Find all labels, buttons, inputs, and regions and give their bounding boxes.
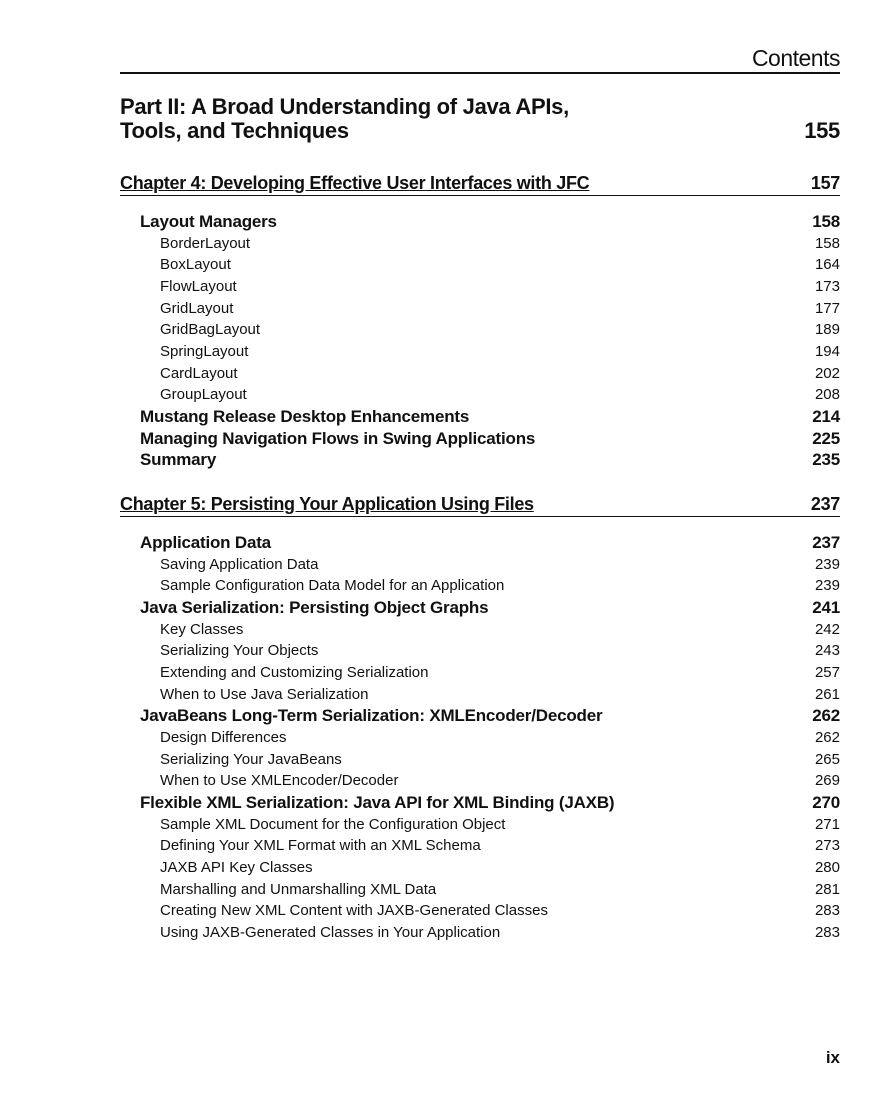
- chapter-4-entries: [120, 211, 840, 471]
- toc-entry-page: 261: [814, 685, 840, 703]
- toc-entry-page: 208: [814, 386, 840, 404]
- toc-entry-title: Saving Application Data: [160, 555, 319, 573]
- toc-entry-title: Java Serialization: Persisting Object Graphs: [140, 598, 489, 618]
- toc-entry-title: Serializing Your Objects: [160, 642, 319, 660]
- toc-subsection[interactable]: [120, 575, 840, 597]
- toc-subsection[interactable]: [120, 254, 840, 276]
- toc-subsection[interactable]: [120, 276, 840, 298]
- part-heading[interactable]: [120, 95, 840, 143]
- toc-entry-page: 158: [814, 234, 840, 252]
- toc-subsection[interactable]: [120, 319, 840, 341]
- toc-entry-page: 225: [812, 428, 840, 448]
- toc-section[interactable]: [120, 449, 840, 471]
- toc-subsection[interactable]: [120, 749, 840, 771]
- toc-entry-title: Flexible XML Serialization: Java API for XML Binding (JAXB): [140, 793, 615, 813]
- toc-entry-title: Key Classes: [160, 620, 244, 638]
- toc-subsection[interactable]: [120, 233, 840, 255]
- toc-entry-title: Marshalling and Unmarshalling XML Data: [160, 880, 437, 898]
- running-head: Contents: [751, 45, 840, 71]
- toc-subsection[interactable]: [120, 384, 840, 406]
- toc-entry-page: 239: [814, 555, 840, 573]
- toc-entry-page: 281: [814, 880, 840, 898]
- toc-entry-page: 262: [814, 729, 840, 747]
- toc-entry-page: 265: [814, 750, 840, 768]
- chapter-title: Chapter 5: Persisting Your Application Using Files: [120, 494, 534, 514]
- header-rule: [120, 72, 840, 74]
- toc-subsection[interactable]: [120, 298, 840, 320]
- toc-entry-title: Creating New XML Content with JAXB-Generated Classes: [160, 902, 548, 920]
- toc-entry-page: 262: [812, 706, 840, 726]
- toc-subsection[interactable]: [120, 814, 840, 836]
- toc-entry-page: 177: [814, 299, 840, 317]
- toc-entry-title: Serializing Your JavaBeans: [160, 750, 342, 768]
- toc-entry-page: 237: [812, 533, 840, 552]
- toc-subsection[interactable]: [120, 662, 840, 684]
- toc-subsection[interactable]: [120, 363, 840, 385]
- toc-section[interactable]: [120, 705, 840, 727]
- toc-entry-title: Sample Configuration Data Model for an Application: [160, 577, 505, 595]
- toc-entry-page: 257: [814, 664, 840, 682]
- toc-section[interactable]: [120, 406, 840, 428]
- toc-section[interactable]: [120, 211, 840, 233]
- toc-subsection[interactable]: [120, 879, 840, 901]
- toc-subsection[interactable]: [120, 922, 840, 944]
- chapter-5-entries: [120, 532, 840, 944]
- chapter-page: 157: [810, 173, 840, 193]
- toc-entry-title: Layout Managers: [140, 212, 277, 231]
- toc-entry-title: Using JAXB-Generated Classes in Your Application: [160, 924, 501, 942]
- toc-section[interactable]: [120, 597, 840, 619]
- toc-subsection[interactable]: [120, 554, 840, 576]
- toc-subsection[interactable]: [120, 857, 840, 879]
- toc-entry-title: Design Differences: [160, 729, 287, 747]
- toc-entry-title: Managing Navigation Flows in Swing Applications: [140, 428, 536, 448]
- toc-entry-page: 189: [814, 321, 840, 339]
- toc-entry-title: Sample XML Document for the Configuration Object: [160, 815, 506, 833]
- toc-entry-title: Extending and Customizing Serialization: [160, 664, 429, 682]
- page-number: ix: [825, 1048, 840, 1067]
- toc-entry-page: 158: [812, 212, 840, 231]
- toc-entry-title: FlowLayout: [160, 278, 237, 296]
- toc-entry-title: Summary: [140, 450, 217, 470]
- chapter-4-heading[interactable]: [120, 173, 840, 196]
- toc-entry-page: 283: [814, 924, 840, 942]
- toc-entry-page: 280: [814, 859, 840, 877]
- toc-subsection[interactable]: [120, 619, 840, 641]
- toc-subsection[interactable]: [120, 341, 840, 363]
- toc-entry-title: SpringLayout: [160, 343, 249, 361]
- part-page: 155: [804, 118, 840, 143]
- toc-entry-title: Defining Your XML Format with an XML Schema: [160, 837, 481, 855]
- toc-section[interactable]: [120, 792, 840, 814]
- toc-entry-page: 269: [814, 772, 840, 790]
- toc-entry-title: Application Data: [140, 533, 271, 552]
- toc-entry-page: 235: [812, 450, 840, 470]
- toc-subsection[interactable]: [120, 684, 840, 706]
- chapter-5-heading[interactable]: [120, 494, 840, 517]
- toc-entry-title: BoxLayout: [160, 256, 231, 274]
- toc-entry-page: 173: [814, 278, 840, 296]
- toc-subsection[interactable]: [120, 835, 840, 857]
- toc-entry-page: 241: [812, 598, 840, 618]
- toc-entry-page: 214: [812, 407, 840, 427]
- toc-entry-page: 273: [814, 837, 840, 855]
- toc-subsection[interactable]: [120, 640, 840, 662]
- toc-subsection[interactable]: [120, 900, 840, 922]
- toc-entry-page: 202: [814, 364, 840, 382]
- toc-entry-title: When to Use Java Serialization: [160, 685, 369, 703]
- toc-entry-page: 242: [814, 620, 840, 638]
- part-title-line2: Tools, and Techniques: [120, 118, 349, 143]
- part-title-line1: Part II: A Broad Understanding of Java APIs,: [120, 94, 569, 119]
- toc-entry-title: GridBagLayout: [160, 321, 261, 339]
- toc-entry-page: 239: [814, 577, 840, 595]
- toc-entry-title: GroupLayout: [160, 386, 247, 404]
- toc-entry-page: 164: [814, 256, 840, 274]
- toc-entry-page: 270: [812, 793, 840, 813]
- toc-entry-title: When to Use XMLEncoder/Decoder: [160, 772, 399, 790]
- chapter-page: 237: [810, 494, 840, 514]
- toc-entry-title: JAXB API Key Classes: [160, 859, 313, 877]
- toc-entry-page: 271: [814, 815, 840, 833]
- toc-section[interactable]: [120, 428, 840, 450]
- toc-entry-page: 243: [814, 642, 840, 660]
- toc-entry-page: 283: [814, 902, 840, 920]
- toc-entry-title: BorderLayout: [160, 234, 251, 252]
- toc-entry-page: 194: [814, 343, 840, 361]
- toc-subsection[interactable]: [120, 770, 840, 792]
- chapter-title: Chapter 4: Developing Effective User Interfaces with JFC: [120, 173, 590, 193]
- toc-entry-title: GridLayout: [160, 299, 234, 317]
- toc-section[interactable]: [120, 532, 840, 554]
- toc-subsection[interactable]: [120, 727, 840, 749]
- toc-entry-title: Mustang Release Desktop Enhancements: [140, 407, 470, 427]
- toc-entry-title: CardLayout: [160, 364, 238, 382]
- toc-entry-title: JavaBeans Long-Term Serialization: XMLEncoder/Decoder: [140, 706, 603, 726]
